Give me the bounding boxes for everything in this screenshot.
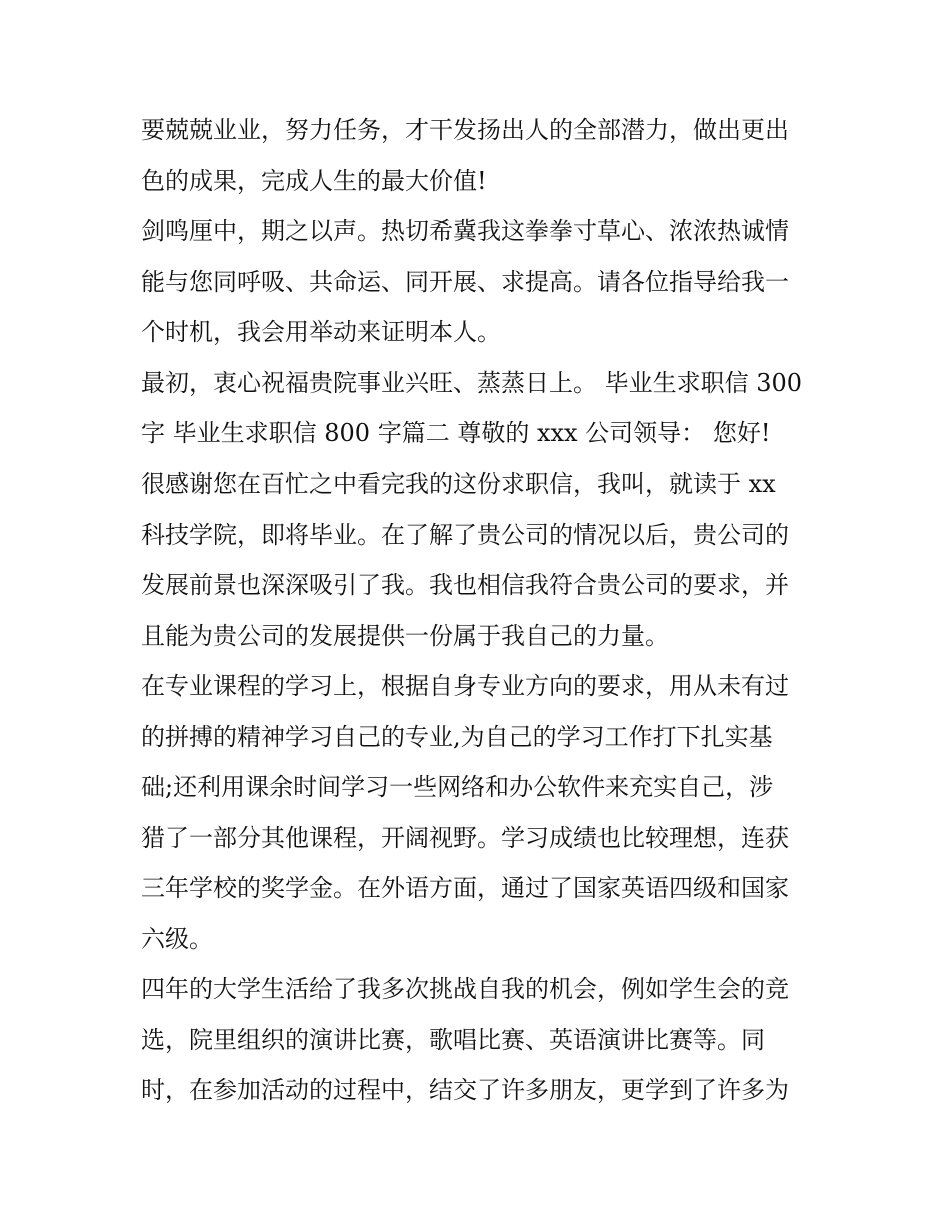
text-line: 的拼搏的精神学习自己的专业,为自己的学习工作打下扎实基 (141, 723, 773, 751)
text-line: 要兢兢业业，努力任务，才干发扬出人的全部潜力，做出更出 (141, 116, 789, 144)
text-line: 剑鸣厘中，期之以声。热切希冀我这拳拳寸草心、浓浓热诚情 (141, 217, 789, 245)
text-line: 三年学校的奖学金。在外语方面，通过了国家英语四级和国家 (141, 874, 789, 902)
text-line: 字 毕业生求职信 800 字篇二 尊敬的 xxx 公司领导： 您好! (141, 419, 771, 447)
text-line: 发展前景也深深吸引了我。我也相信我符合贵公司的要求，并 (141, 571, 789, 599)
text-line: 六级。 (141, 925, 213, 953)
text-line: 四年的大学生活给了我多次挑战自我的机会，例如学生会的竞 (141, 975, 789, 1003)
text-line: 猎了一部分其他课程，开阔视野。学习成绩也比较理想，连获 (141, 824, 789, 852)
text-line: 础;还利用课余时间学习一些网络和办公软件来充实自己，涉 (141, 773, 774, 801)
text-line: 在专业课程的学习上，根据自身专业方向的要求，用从未有过 (141, 672, 789, 700)
text-line: 最初，衷心祝福贵院事业兴旺、蒸蒸日上。 毕业生求职信 300 (141, 369, 803, 397)
text-line: 科技学院，即将毕业。在了解了贵公司的情况以后，贵公司的 (141, 521, 789, 549)
text-line: 很感谢您在百忙之中看完我的这份求职信，我叫，就读于 xx (141, 470, 776, 498)
text-line: 且能为贵公司的发展提供一份属于我自己的力量。 (141, 622, 669, 650)
text-line: 时，在参加活动的过程中，结交了许多朋友，更学到了许多为 (141, 1076, 789, 1104)
text-line: 选，院里组织的演讲比赛，歌唱比赛、英语演讲比赛等。同 (141, 1026, 765, 1054)
text-line: 能与您同呼吸、共命运、同开展、求提高。请各位指导给我一 (141, 268, 789, 296)
text-line: 色的成果，完成人生的最大价值! (141, 167, 487, 195)
text-line: 个时机，我会用举动来证明本人。 (141, 318, 501, 346)
